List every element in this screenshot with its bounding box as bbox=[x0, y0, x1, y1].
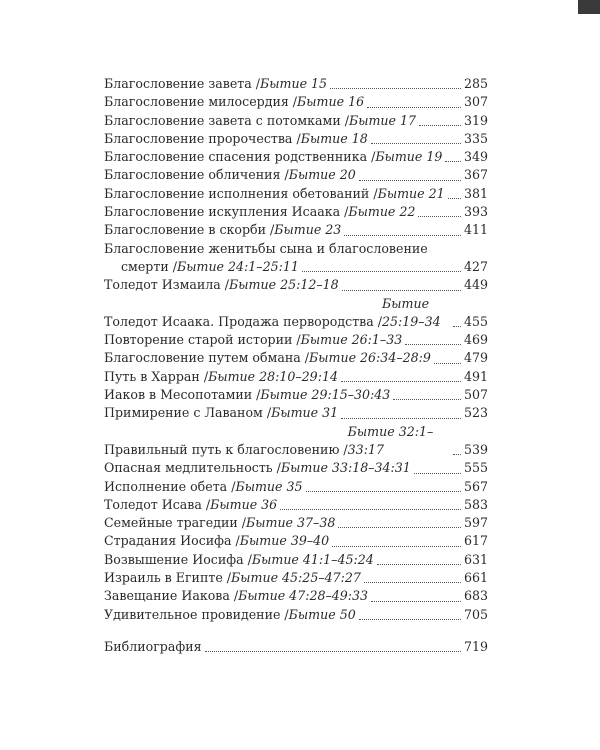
entry-title: Благословение обличения / bbox=[104, 167, 289, 183]
entry-reference: Бытие 18 bbox=[300, 130, 368, 146]
toc-entry[interactable] bbox=[104, 240, 488, 277]
entry-title: Благословение путем обмана / bbox=[104, 350, 310, 366]
page-number: 583 bbox=[463, 496, 488, 512]
entry-title: Благословение пророчества / bbox=[104, 130, 301, 146]
page-number: 631 bbox=[463, 551, 488, 567]
page-number: 393 bbox=[463, 204, 488, 220]
dot-leader bbox=[367, 107, 461, 108]
entry-reference: Бытие 17 bbox=[348, 112, 417, 128]
entry-title: Завещание Иакова / bbox=[104, 588, 239, 604]
page-number: 455 bbox=[463, 313, 488, 329]
entry-title: Благословение завета с потомками / bbox=[104, 112, 349, 128]
entry-reference: Бытие 26:34–28:9 bbox=[309, 350, 431, 366]
entry-reference: Бытие 24:1–25:11 bbox=[176, 258, 299, 274]
entry-reference: Бытие 26:1–33 bbox=[300, 332, 403, 348]
dot-leader bbox=[332, 546, 461, 547]
dot-leader bbox=[448, 198, 461, 199]
page-number: 507 bbox=[463, 387, 488, 403]
entry-title: Удивительное провидение / bbox=[104, 606, 289, 622]
entry-reference: Бытие 22 bbox=[348, 204, 416, 220]
entry-title: Исполнение обета / bbox=[104, 478, 236, 494]
dot-leader bbox=[341, 418, 461, 419]
page-number: 597 bbox=[463, 515, 488, 531]
entry-reference: Бытие 32:1–33:17 bbox=[347, 423, 434, 457]
entry-title: Повторение старой истории / bbox=[104, 332, 301, 348]
dot-leader bbox=[434, 363, 461, 364]
entry-title: Примирение с Лаваном / bbox=[104, 405, 272, 421]
entry-reference: Бытие 36 bbox=[210, 496, 278, 512]
dot-leader bbox=[418, 216, 461, 217]
toc-entry[interactable] bbox=[104, 93, 488, 111]
dot-leader bbox=[330, 88, 461, 89]
dot-leader bbox=[377, 564, 461, 565]
entry-reference: Бытие 28:10–29:14 bbox=[208, 368, 338, 384]
toc-entry[interactable] bbox=[104, 166, 488, 184]
page-number: 479 bbox=[463, 350, 488, 366]
entry-title: Благословение искупления Исаака / bbox=[104, 204, 349, 220]
entry-reference: Бытие 31 bbox=[271, 405, 339, 421]
dot-leader bbox=[393, 399, 461, 400]
dot-leader bbox=[445, 161, 461, 162]
page-number: 427 bbox=[463, 258, 488, 274]
toc-entry[interactable] bbox=[104, 478, 488, 496]
page-number: 491 bbox=[463, 368, 488, 384]
toc-entry[interactable] bbox=[104, 551, 488, 569]
entry-title: смерти / bbox=[121, 258, 177, 274]
entry-reference: Бытие 20 bbox=[288, 167, 356, 183]
entry-reference: Бытие 16 bbox=[297, 94, 365, 110]
dot-leader bbox=[371, 601, 461, 602]
page-number: 539 bbox=[463, 441, 488, 457]
toc-entry[interactable] bbox=[104, 75, 488, 93]
toc-entry[interactable] bbox=[104, 148, 488, 166]
entry-reference: Бытие 41:1–45:24 bbox=[251, 551, 374, 567]
entry-title: Толедот Исава / bbox=[104, 496, 211, 512]
page-corner-mark bbox=[578, 0, 600, 14]
dot-leader bbox=[453, 454, 461, 455]
toc-entry[interactable] bbox=[104, 569, 488, 587]
toc-entry[interactable] bbox=[104, 185, 488, 203]
dot-leader bbox=[306, 491, 461, 492]
dot-leader bbox=[341, 381, 461, 382]
page-number: 661 bbox=[463, 570, 488, 586]
page-number: 367 bbox=[463, 167, 488, 183]
entry-title: Благословение завета / bbox=[104, 76, 261, 91]
toc-entry[interactable] bbox=[104, 532, 488, 550]
dot-leader bbox=[414, 473, 461, 474]
page-number: 555 bbox=[463, 460, 488, 476]
page-number: 319 bbox=[463, 112, 488, 128]
toc-entry[interactable] bbox=[104, 349, 488, 367]
page-number: 307 bbox=[463, 94, 488, 110]
toc-entry[interactable] bbox=[104, 606, 488, 624]
dot-leader bbox=[280, 509, 461, 510]
page-number: 381 bbox=[463, 185, 488, 201]
page-number: 683 bbox=[463, 588, 488, 604]
dot-leader bbox=[364, 582, 461, 583]
dot-leader bbox=[302, 271, 461, 272]
toc-entry[interactable] bbox=[104, 368, 488, 386]
entry-reference: Бытие 23 bbox=[274, 222, 342, 238]
toc-entry[interactable] bbox=[104, 587, 488, 605]
page-number: 719 bbox=[463, 638, 488, 654]
dot-leader bbox=[419, 125, 461, 126]
toc-entry[interactable] bbox=[104, 331, 488, 349]
entry-reference: Бытие 35 bbox=[235, 478, 303, 494]
page-number: 469 bbox=[463, 332, 488, 348]
entry-title: Благословение в скорби / bbox=[104, 222, 275, 238]
page-number: 335 bbox=[463, 130, 488, 146]
dot-leader bbox=[359, 180, 461, 181]
entry-reference: Бытие 50 bbox=[288, 606, 356, 622]
dot-leader bbox=[342, 290, 461, 291]
entry-title: Возвышение Иосифа / bbox=[104, 551, 252, 567]
toc-entry[interactable] bbox=[104, 496, 488, 514]
entry-reference: Бытие 39–40 bbox=[239, 533, 330, 549]
page-number: 349 bbox=[463, 149, 488, 165]
entry-reference: Бытие 25:12–18 bbox=[229, 277, 339, 293]
toc-entry[interactable] bbox=[104, 295, 488, 332]
entry-title: Путь в Харран / bbox=[104, 368, 209, 384]
toc-entry[interactable] bbox=[104, 221, 488, 239]
toc-entry[interactable] bbox=[104, 203, 488, 221]
entry-title: Страдания Иосифа / bbox=[104, 533, 240, 549]
entry-title-line2 bbox=[104, 258, 488, 276]
page-number: 567 bbox=[463, 478, 488, 494]
toc-entry[interactable] bbox=[104, 514, 488, 532]
table-of-contents bbox=[104, 75, 488, 656]
entry-title: Библиография bbox=[104, 638, 202, 654]
entry-title: Правильный путь к благословению / bbox=[104, 441, 348, 457]
page-number: 617 bbox=[463, 533, 488, 549]
toc-entry-bibliography[interactable] bbox=[104, 638, 488, 656]
toc-entry[interactable] bbox=[104, 404, 488, 422]
toc-entry[interactable] bbox=[104, 423, 488, 460]
entry-reference: Бытие 29:15–30:43 bbox=[260, 387, 391, 403]
entry-reference: Бытие 19 bbox=[375, 149, 443, 165]
entry-reference: Бытие 37–38 bbox=[245, 515, 336, 531]
entry-title: Толедот Измаила / bbox=[104, 277, 230, 293]
toc-entry[interactable] bbox=[104, 112, 488, 130]
entry-reference: Бытие 45:25–47:27 bbox=[231, 570, 361, 586]
dot-leader bbox=[371, 143, 461, 144]
page-number: 285 bbox=[463, 76, 488, 91]
entry-title-line1: Благословение женитьбы сына и благословение bbox=[104, 240, 428, 256]
page-number: 449 bbox=[463, 277, 488, 293]
page-number: 705 bbox=[463, 606, 488, 622]
toc-entry[interactable] bbox=[104, 459, 488, 477]
toc-entry[interactable] bbox=[104, 130, 488, 148]
dot-leader bbox=[344, 235, 461, 236]
toc-entry[interactable] bbox=[104, 276, 488, 294]
entry-title: Израиль в Египте / bbox=[104, 570, 232, 586]
dot-leader bbox=[359, 619, 461, 620]
entry-reference: Бытие 33:18–34:31 bbox=[280, 460, 411, 476]
page-number: 523 bbox=[463, 405, 488, 421]
dot-leader bbox=[405, 344, 461, 345]
entry-reference: Бытие 47:28–49:33 bbox=[238, 588, 369, 604]
entry-reference: Бытие 15 bbox=[260, 76, 328, 91]
dot-leader bbox=[205, 651, 461, 652]
entry-title: Семейные трагедии / bbox=[104, 515, 246, 531]
toc-entry[interactable] bbox=[104, 386, 488, 404]
entry-reference: Бытие 25:19–34 bbox=[382, 295, 441, 329]
page-number: 411 bbox=[463, 222, 488, 238]
entry-title: Благословение милосердия / bbox=[104, 94, 298, 110]
entry-title: Благословение спасения родственника / bbox=[104, 149, 376, 165]
dot-leader bbox=[338, 527, 461, 528]
entry-reference: Бытие 21 bbox=[377, 185, 445, 201]
entry-title: Благословение исполнения обетований / bbox=[104, 185, 378, 201]
entry-title: Опасная медлительность / bbox=[104, 460, 281, 476]
entry-title: Иаков в Месопотамии / bbox=[104, 387, 261, 403]
dot-leader bbox=[453, 326, 461, 327]
entry-title: Толедот Исаака. Продажа первородства / bbox=[104, 313, 383, 329]
